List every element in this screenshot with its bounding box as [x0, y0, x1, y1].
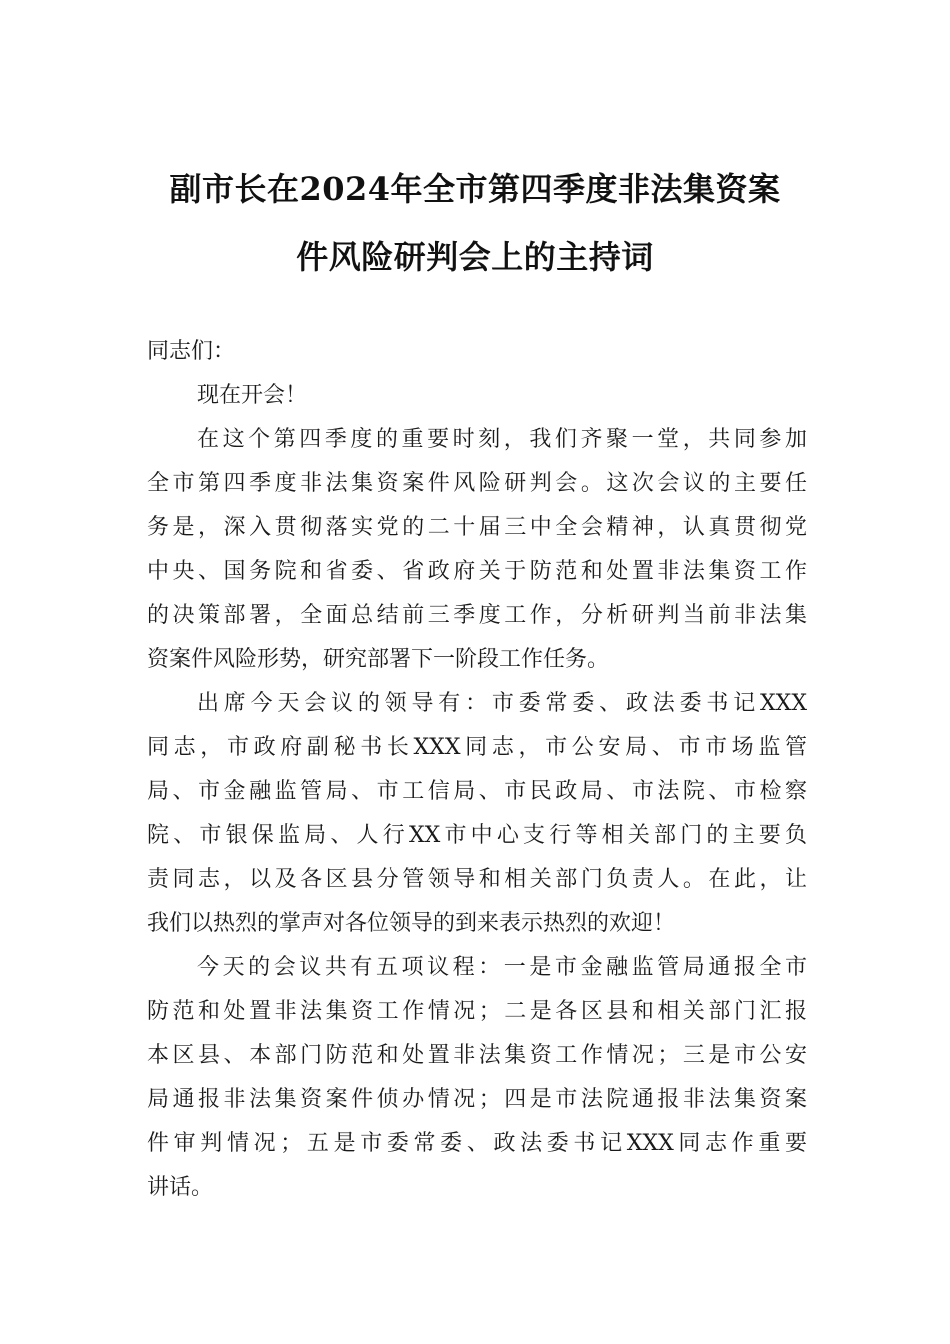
paragraph-line: 务是，深入贯彻落实党的二十届三中全会精神，认真贯彻党	[147, 515, 807, 540]
document-title-line-1: 副市长在2024年全市第四季度非法集资案	[169, 170, 781, 208]
paragraph-line: 本区县、本部门防范和处置非法集资工作情况；三是市公安	[147, 1043, 807, 1068]
paragraph-line: 讲话。	[147, 1175, 214, 1200]
paragraph-line: 全市第四季度非法集资案件风险研判会。这次会议的主要任	[147, 471, 807, 496]
paragraph-line: 在这个第四季度的重要时刻，我们齐聚一堂，共同参加	[197, 427, 807, 452]
paragraph-line: 的决策部署，全面总结前三季度工作，分析研判当前非法集	[147, 603, 807, 628]
paragraph-line: 防范和处置非法集资工作情况；二是各区县和相关部门汇报	[147, 999, 807, 1024]
paragraph-line: 同志，市政府副秘书长XXX同志，市公安局、市市场监管	[147, 735, 807, 760]
salutation: 同志们：	[147, 339, 236, 364]
paragraph-line: 中央、国务院和省委、省政府关于防范和处置非法集资工作	[147, 559, 807, 584]
document-title-line-2: 件风险研判会上的主持词	[296, 238, 654, 276]
paragraph-line: 件审判情况；五是市委常委、政法委书记XXX同志作重要	[147, 1131, 807, 1156]
paragraph-line: 院、市银保监局、人行XX市中心支行等相关部门的主要负	[147, 823, 807, 848]
paragraph-line: 资案件风险形势，研究部署下一阶段工作任务。	[147, 647, 610, 672]
paragraph-line: 今天的会议共有五项议程：一是市金融监管局通报全市	[197, 955, 807, 980]
paragraph-line: 出席今天会议的领导有：市委常委、政法委书记XXX	[197, 691, 807, 716]
paragraph-line: 局、市金融监管局、市工信局、市民政局、市法院、市检察	[147, 779, 807, 804]
paragraph-line: 我们以热烈的掌声对各位领导的到来表示热烈的欢迎！	[147, 911, 676, 936]
paragraph-line: 局通报非法集资案件侦办情况；四是市法院通报非法集资案	[147, 1087, 807, 1112]
paragraph-line: 现在开会！	[197, 383, 308, 408]
paragraph-line: 责同志，以及各区县分管领导和相关部门负责人。在此，让	[147, 867, 807, 892]
